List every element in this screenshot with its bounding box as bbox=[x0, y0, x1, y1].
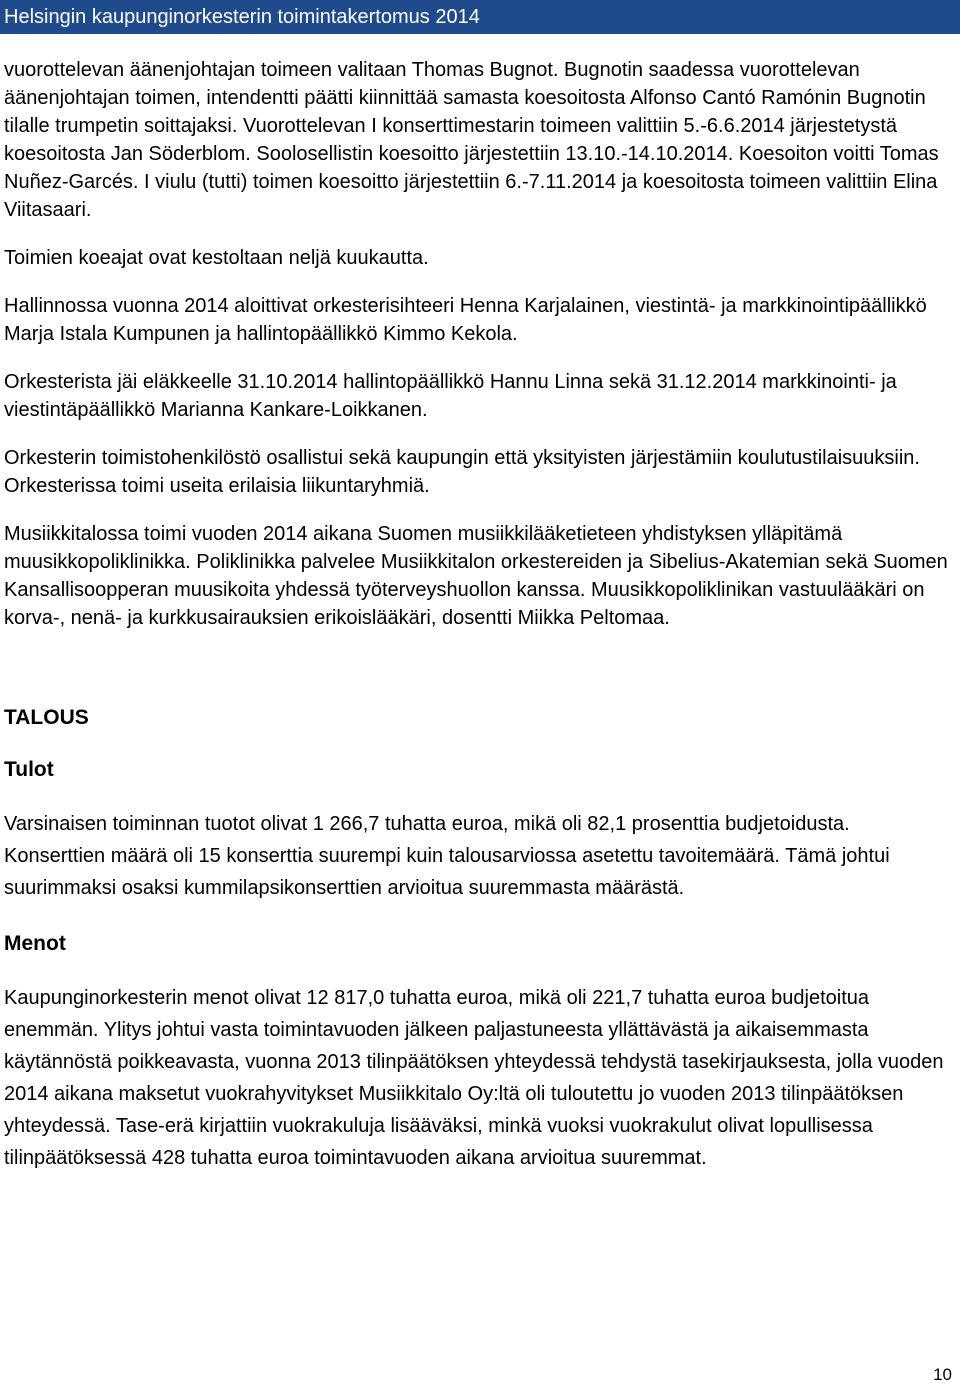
paragraph-polyclinic: Musiikkitalossa toimi vuoden 2014 aikana Suomen musiikkilääketieteen yhdistyksen ylläpitämä muusikkopoliklinikka. Poliklinikka palvelee Musiikkitalon orkestereiden ja Sibelius-Akatemian sekä Suomen Kansallisoopperan muusikoita yhdessä työterveyshuollon kanssa. Muusikkopoliklinikan vastuulääkäri on korva-, nenä- ja kurkkusairauksien erikoislääkäri, dosentti Miikka Peltomaa. bbox=[4, 523, 948, 629]
paragraph-training: Orkesterin toimistohenkilöstö osallistui sekä kaupungin että yksityisten järjestämiin koulutustilaisuuksiin. Orkesterissa toimi useita erilaisia liikuntaryhmiä. bbox=[4, 447, 920, 497]
paragraph-administration: Hallinnossa vuonna 2014 aloittivat orkesterisihteeri Henna Karjalainen, viestintä- ja markkinointipäällikkö Marja Istala Kumpunen ja hallintopäällikkö Kimmo Kekola. bbox=[4, 295, 927, 345]
paragraph-tulot: Varsinaisen toiminnan tuotot olivat 1 266,7 tuhatta euroa, mikä oli 82,1 prosenttia budjetoidusta. Konserttien määrä oli 15 konserttia suurempi kuin talousarviossa asetettu tavoitemäärä. Tämä johtui suurimmaksi osaksi kummilapsikonserttien arvioitua suuremmasta määrästä. bbox=[4, 813, 890, 899]
page-number: 10 bbox=[933, 1365, 952, 1384]
paragraph-trial-period: Toimien koeajat ovat kestoltaan neljä kuukautta. bbox=[4, 247, 429, 269]
paragraph-menot: Kaupunginorkesterin menot olivat 12 817,0 tuhatta euroa, mikä oli 221,7 tuhatta euroa budjetoitua enemmän. Ylitys johtui vasta toimintavuoden jälkeen paljastuneesta yllättävästä ja aikaisemmasta käytännöstä poikkeavasta, vuonna 2013 tilinpäätöksen yhteydessä tehdystä tasekirjauksesta, jolla vuoden 2014 aikana maksetut vuokrahyvitykset Musiikkitalo Oy:ltä oli tuloutettu jo vuoden 2013 tilinpäätöksen yhteydessä. Tase-erä kirjattiin vuokrakuluja lisääväksi, minkä vuoksi vuokrakulut olivat lopullisessa tilinpäätöksessä 428 tuhatta euroa toimintavuoden aikana arvioitua suuremmat. bbox=[4, 987, 944, 1169]
document-header bbox=[0, 0, 960, 34]
document-title: Helsingin kaupunginorkesterin toimintakertomus 2014 bbox=[4, 6, 480, 28]
paragraph-retirements: Orkesterista jäi eläkkeelle 31.10.2014 hallintopäällikkö Hannu Linna sekä 31.12.2014 markkinointi- ja viestintäpäällikkö Marianna Kankare-Loikkanen. bbox=[4, 371, 897, 421]
subheading-menot: Menot bbox=[4, 932, 66, 955]
subheading-tulot: Tulot bbox=[4, 758, 54, 781]
paragraph-auditions: vuorottelevan äänenjohtajan toimeen valitaan Thomas Bugnot. Bugnotin saadessa vuorottelevan äänenjohtajan toimen, intendentti päätti kiinnittää samasta koesoitosta Alfonso Cantó Ramónin Bugnotin tilalle trumpetin soittajaksi. Vuorottelevan I konserttimestarin toimeen valittiin 5.-6.6.2014 järjestetystä koesoitosta Jan Söderblom. Soolosellistin koesoitto järjestettiin 13.10.-14.10.2014. Koesoiton voitti Tomas Nuñez-Garcés. I viulu (tutti) toimen koesoitto järjestettiin 6.-7.11.2014 ja koesoitosta toimeen valittiin Elina Viitasaari. bbox=[4, 59, 939, 221]
section-heading-talous: TALOUS bbox=[4, 706, 89, 729]
document-body bbox=[4, 56, 949, 1200]
